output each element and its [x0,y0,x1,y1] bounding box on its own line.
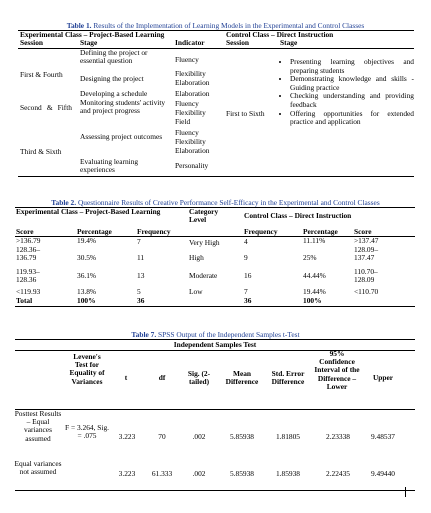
table2-total-label: Total [16,296,33,305]
table7-sig-value: .002 [192,469,206,478]
table2-total-percentage: 100% [77,296,96,305]
table2-percentage: 30.5% [77,253,97,262]
table2-control-percentage: 11.11% [303,236,326,245]
table7-bottom-rule [15,490,415,491]
table2-bottom-rule [15,306,415,307]
table1-control-stage-4: • Offering opportunities for extended practice and application [290,110,414,127]
table2-control-frequency: 7 [244,287,248,296]
table7-col-lower: 95% Confidence Interval of the Difference – Lower [314,349,360,391]
table1-indicator-5: Fluency [175,99,199,108]
table1-control-stage-2: • Demonstrating knowledge and skills - Guiding practice [290,75,414,92]
table2-score: 128.36–136.79 [16,245,41,263]
table7-caption-text: SPSS Output of the Independent Samples t-Test [158,330,300,339]
table1-indicator-7: Field [175,117,191,126]
table7-col-se: Std. Error Difference [271,369,305,387]
table2-score: >136.79 [16,236,41,245]
table1-control-stage-3: • Checking understanding and providing feedback [290,92,414,109]
table1-col-stage: Stage [80,38,98,47]
table2-control-score: 128.09–137.47 [354,245,379,263]
table7-t-value: 3.223 [118,432,136,441]
table2-control-percentage: 19.44% [303,287,326,296]
table2-frequency: 5 [137,287,141,296]
table1-group-control: Control Class – Direct Instruction [226,30,334,39]
table2-category: Very High [189,238,220,247]
table1-caption [0,21,431,30]
table1-indicator-4: Elaboration [175,89,210,98]
table7-caption [0,330,431,339]
table1-control-stage-list [280,58,414,127]
table7-col-mean: Mean Difference [225,369,259,387]
table2-col-score-control: Score [354,227,372,236]
table2-score: 119.93–128.36 [16,267,40,285]
table7-se-value: 1.85938 [275,469,301,478]
table1-indicator-11: Personality [175,161,209,170]
table7-upper-value: 9.49440 [370,469,396,478]
table2-col-score: Score [16,227,34,236]
table2-col-frequency: Frequency [137,227,171,236]
table1-caption-text: Results of the Implementation of Learning Models in the Experimental and Control Classes [93,21,365,30]
table2-total-frequency: 36 [137,296,145,305]
table7-col-sig: Sig. (2-tailed) [187,369,211,387]
table2-percentage: 13.8% [77,287,97,296]
table2-caption-label: Table 2. [51,198,77,207]
table7-header-rule [15,409,415,410]
table1-stage-2: Designing the project [80,74,144,83]
table7-mean-value: 5.85938 [229,432,255,441]
table1-indicator-8: Fluency [175,128,199,137]
table7-df-value: 70 [158,432,166,441]
table7-t-value: 3.223 [118,469,136,478]
table7-col-t: t [124,373,128,382]
table2-category: Low [189,287,203,296]
table7-se-value: 1.81805 [275,432,301,441]
table1-stage-5: Assessing project outcomes [80,132,163,141]
table1-col-stage-control: Stage [280,38,298,47]
table1-indicator-10: Elaboration [175,146,210,155]
table1-bottom-rule [18,176,414,177]
table2-control-frequency: 9 [244,253,248,262]
table7-caption-label: Table 7. [131,330,157,339]
table2-category: High [189,253,204,262]
table2-group-control: Control Class – Direct Instruction [244,211,352,220]
table2-frequency: 7 [137,237,141,246]
table1-session-1: First & Fourth [20,70,63,79]
table2-frequency: 11 [137,253,145,262]
table7-levene-value: F = 3.264, Sig. = .075 [64,423,109,441]
table2-control-frequency: 16 [244,271,252,280]
table2-col-frequency-control: Frequency [244,227,278,236]
table7-lower-value: 2.22435 [325,469,351,478]
table2-score: <119.93 [16,287,41,296]
table1-indicator-2: Flexibility [175,69,206,78]
table2-control-score: 110.70–128.09 [354,267,378,285]
table2-caption [0,198,431,207]
table2-category: Moderate [189,271,218,280]
table7-row-label: Posttest Results – Equal variances assumed [14,409,62,443]
table1-group-experimental: Experimental Class – Project-Based Learning [20,30,165,39]
table2-group-experimental: Experimental Class – Project-Based Learning [16,207,161,216]
table1-control-session: First to Sixth [226,109,265,118]
table2-percentage: 19.4% [77,236,97,245]
table1-stage-6: Evaluating learning experiences [80,157,139,175]
table7-col-upper: Upper [372,373,394,382]
table1-indicator-1: Fluency [175,55,199,64]
table7-mean-value: 5.85938 [229,469,255,478]
text-cursor [405,487,406,497]
table2-control-percentage: 25% [303,253,317,262]
table1-indicator-6: Flexibility [175,108,206,117]
table7-col-df: df [158,373,166,382]
table1-control-stage-1: • Presenting learning objectives and preparing students [290,58,414,75]
table2-control-score: >137.47 [354,236,379,245]
table1-session-3: Third & Sixth [20,147,62,156]
table1-session-2: Second & Fifth [20,103,72,112]
table2-group-category: Category Level [189,207,219,225]
table1-stage-3: Developing a schedule [80,89,148,98]
table1-stage-4: Monitoring students' activity and project progress [80,98,166,116]
table2-frequency: 13 [137,271,145,280]
table1-caption-label: Table 1. [66,21,92,30]
table7-col-levene: Levene's Test for Equality of Variances [69,352,105,386]
table2-col-percentage-control: Percentage [303,227,338,236]
table2-col-percentage: Percentage [77,227,112,236]
table7-row-label: Equal variances not assumed [14,459,62,477]
table1-col-session: Session [20,38,44,47]
table7-df-value: 61.333 [151,469,173,478]
table2-total-control-frequency: 36 [244,296,252,305]
table2-control-percentage: 44.44% [303,271,326,280]
table1-stage-1: Defining the project or essential question [80,48,148,66]
table7-sig-value: .002 [192,432,206,441]
table7-title: Independent Samples Test [173,340,257,349]
table2-percentage: 36.1% [77,271,97,280]
table1-col-indicator: Indicator [175,38,205,47]
table2-caption-text: Questionnaire Results of Creative Performance Self-Efficacy in the Experimental and Control Classes [77,198,380,207]
table2-control-score: <110.70 [354,287,379,296]
table1-indicator-9: Flexibility [175,137,206,146]
table2-total-control-percentage: 100% [303,296,322,305]
table7-lower-value: 2.23338 [325,432,351,441]
table2-control-frequency: 4 [244,237,248,246]
table7-upper-value: 9.48537 [370,432,396,441]
table1-header-rule [18,48,414,49]
table1-col-session-control: Session [226,38,250,47]
table1-indicator-3: Elaboration [175,78,210,87]
